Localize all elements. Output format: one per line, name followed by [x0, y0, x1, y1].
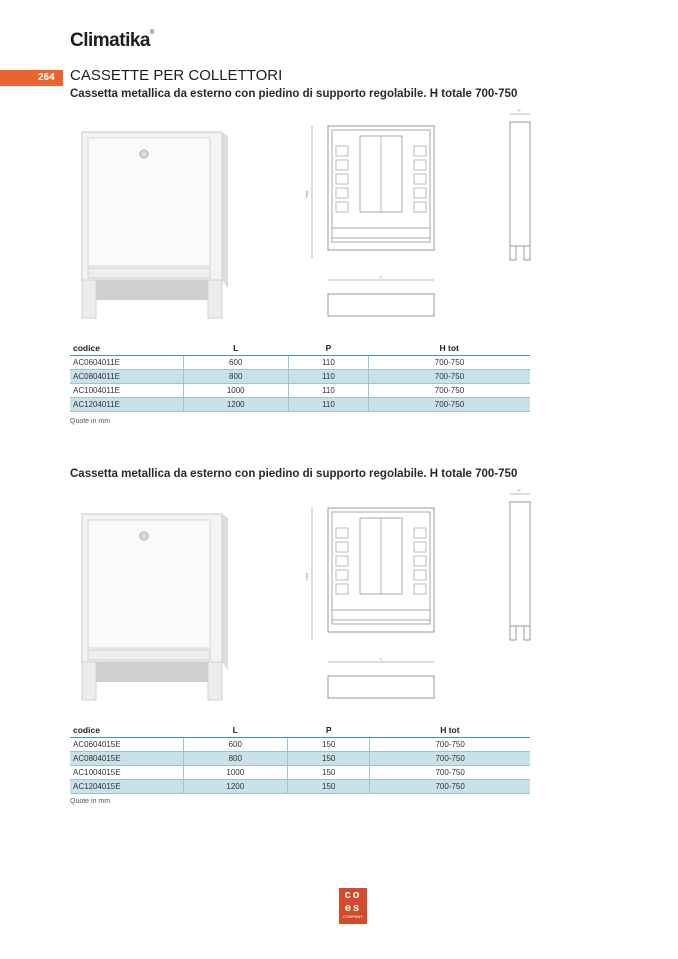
table-cell: 600: [183, 356, 288, 370]
table-cell: 110: [288, 370, 368, 384]
product-subtitle: Cassetta metallica da esterno con piedino di supporto regolabile. H totale 700-750: [70, 468, 518, 480]
page-number: 264: [38, 72, 55, 83]
table-cell: 700-750: [368, 356, 530, 370]
table-cell: 700-750: [370, 780, 530, 794]
table-cell: 150: [288, 738, 370, 752]
col-h: H tot: [370, 724, 530, 738]
table-cell: AC0604011E: [70, 356, 183, 370]
col-codice: codice: [70, 724, 183, 738]
table-cell: AC1004015E: [70, 766, 183, 780]
side-technical-drawing: [500, 488, 540, 644]
table-cell: 700-750: [368, 384, 530, 398]
table-row: [70, 766, 530, 780]
table-cell: 800: [183, 370, 288, 384]
col-p: P: [288, 724, 370, 738]
brand-logo: Climatika®: [70, 30, 154, 51]
table-cell: 110: [288, 398, 368, 412]
side-technical-drawing: [500, 108, 540, 264]
table-cell: AC0804011E: [70, 370, 183, 384]
table-cell: 150: [288, 780, 370, 794]
cabinet-photo: [78, 128, 233, 320]
width-dimension-label: L: [380, 656, 383, 661]
table-cell: 700-750: [370, 752, 530, 766]
table-cell: 700-750: [370, 766, 530, 780]
table-cell: 150: [288, 766, 370, 780]
cabinet-photo: [78, 510, 233, 702]
table-cell: 1200: [183, 780, 288, 794]
table-row: [70, 780, 530, 794]
depth-dimension-label: P: [518, 488, 521, 493]
depth-dimension-label: P: [518, 108, 521, 113]
table-cell: 110: [288, 384, 368, 398]
table-cell: AC0804015E: [70, 752, 183, 766]
height-dimension-label: Htot: [304, 572, 309, 580]
table-cell: 1200: [183, 398, 288, 412]
front-technical-drawing: [298, 500, 443, 700]
table-row: [70, 398, 530, 412]
col-codice: codice: [70, 342, 183, 356]
height-dimension-label: Htot: [304, 190, 309, 198]
table-row: [70, 370, 530, 384]
col-l: L: [183, 724, 288, 738]
width-dimension-label: L: [380, 274, 383, 279]
table-row: [70, 738, 530, 752]
table-cell: 150: [288, 752, 370, 766]
product-subtitle: Cassetta metallica da esterno con piedino di supporto regolabile. H totale 700-750: [70, 88, 518, 100]
table-cell: AC1204015E: [70, 780, 183, 794]
col-p: P: [288, 342, 368, 356]
units-note: Quote in mm: [70, 418, 111, 425]
table-cell: 800: [183, 752, 288, 766]
table-row: [70, 384, 530, 398]
table-cell: 600: [183, 738, 288, 752]
section-title: CASSETTE PER COLLETTORI: [70, 67, 283, 84]
front-technical-drawing: [298, 118, 443, 318]
table-cell: 1000: [183, 766, 288, 780]
table-cell: AC1004011E: [70, 384, 183, 398]
col-l: L: [183, 342, 288, 356]
product-table: [70, 724, 530, 794]
table-row: [70, 752, 530, 766]
product-table: [70, 342, 530, 412]
footer-logo: co es COMPANY: [339, 888, 367, 924]
units-note: Quote in mm: [70, 798, 111, 805]
table-cell: 1000: [183, 384, 288, 398]
table-cell: AC0604015E: [70, 738, 183, 752]
table-row: [70, 356, 530, 370]
table-cell: 700-750: [370, 738, 530, 752]
table-cell: AC1204011E: [70, 398, 183, 412]
table-cell: 700-750: [368, 370, 530, 384]
table-cell: 700-750: [368, 398, 530, 412]
table-cell: 110: [288, 356, 368, 370]
col-h: H tot: [368, 342, 530, 356]
